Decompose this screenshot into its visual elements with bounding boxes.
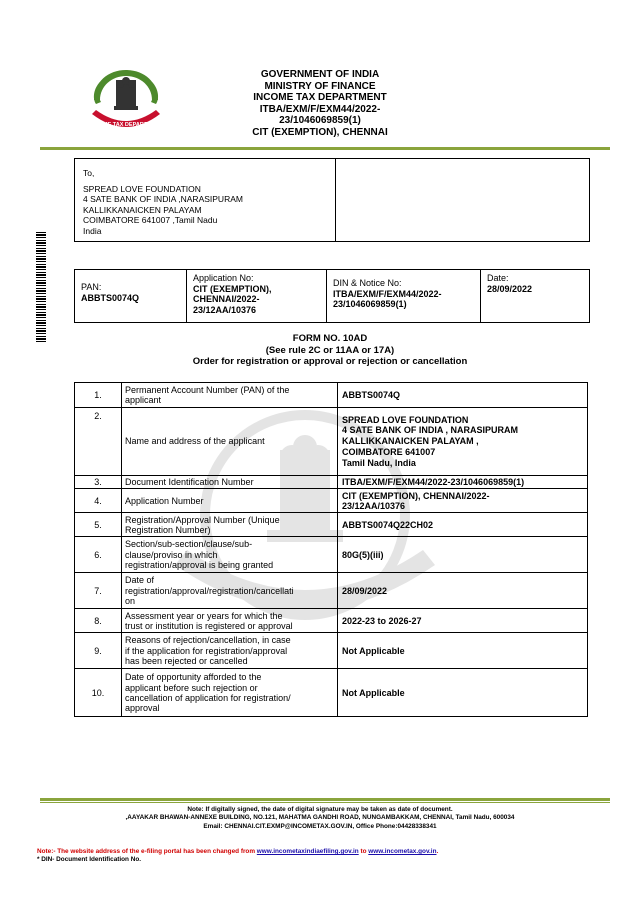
row-number: 3. <box>75 476 122 489</box>
application-label: Application No: <box>193 273 254 283</box>
income-tax-logo <box>86 66 166 144</box>
row-value: ABBTS0074Q22CH02 <box>338 513 588 537</box>
pan-value: ABBTS0074Q <box>81 292 140 303</box>
row-label: Document Identification Number <box>122 476 338 489</box>
website-note: Note:- The website address of the e-filing portal has been changed from www.incometaxindiaefiling.gov.in to www.incometax.gov.in. <box>37 848 439 855</box>
addressee-details <box>75 159 336 241</box>
header-line: INCOME TAX DEPARTMENT <box>253 92 387 104</box>
row-label: Registration/Approval Number (Unique Registration Number) <box>122 513 338 537</box>
document-header <box>200 69 440 139</box>
date-cell <box>481 270 589 322</box>
address-line: KALLIKKANAICKEN PALAYAM <box>83 204 202 215</box>
table-row <box>75 513 588 537</box>
date-label: Date: <box>487 273 509 283</box>
row-number: 7. <box>75 573 122 609</box>
row-number: 8. <box>75 609 122 633</box>
table-row <box>75 633 588 669</box>
footnote <box>37 848 617 865</box>
pan-label: PAN: <box>81 282 102 292</box>
row-number: 9. <box>75 633 122 669</box>
table-row <box>75 383 588 408</box>
din-label: DIN & Notice No: <box>333 278 402 288</box>
header-line: MINISTRY OF FINANCE <box>264 80 376 92</box>
footer-contact: Email: CHENNAI.CIT.EXMP@INCOMETAX.GOV.IN, Office Phone:04428338341 <box>203 822 437 830</box>
row-value: Not Applicable <box>338 669 588 717</box>
row-value: SPREAD LOVE FOUNDATION 4 SATE BANK OF INDIA , NARASIPURAM KALLIKKANAICKEN PALAYAM , COIMBATORE 641007 Tamil Nadu, India <box>338 408 588 476</box>
form-title-block <box>120 333 540 368</box>
table-row <box>75 537 588 573</box>
row-label: Section/sub-section/clause/sub- clause/proviso in which registration/approval is being granted <box>122 537 338 573</box>
table-row <box>75 609 588 633</box>
form-rule: (See rule 2C or 11AA or 17A) <box>265 344 395 356</box>
table-row <box>75 408 588 476</box>
din-value-line: ITBA/EXM/F/EXM44/2022- <box>333 288 442 299</box>
pan-cell <box>75 270 187 322</box>
row-label: Date of opportunity afforded to the applicant before such rejection or cancellation of application for registration/ approval <box>122 669 338 717</box>
header-divider <box>40 147 610 150</box>
row-number: 1. <box>75 383 122 408</box>
new-portal-link[interactable]: www.incometax.gov.in <box>368 848 437 855</box>
table-row <box>75 476 588 489</box>
address-line: SPREAD LOVE FOUNDATION <box>83 183 201 194</box>
footer-note: Note: If digitally signed, the date of digital signature may be taken as date of document. <box>187 806 453 813</box>
row-value: ABBTS0074Q <box>338 383 588 408</box>
address-line: COIMBATORE 641007 ,Tamil Nadu <box>83 215 218 226</box>
reference-box <box>74 269 590 323</box>
row-label: Date of registration/approval/registration/cancellati on <box>122 573 338 609</box>
row-label: Assessment year or years for which the trust or institution is registered or approval <box>122 609 338 633</box>
address-line: India <box>83 225 102 236</box>
row-label: Reasons of rejection/cancellation, in case if the application for registration/approval has been rejected or cancelled <box>122 633 338 669</box>
address-line: 4 SATE BANK OF INDIA ,NARASIPURAM <box>83 194 243 205</box>
din-cell <box>327 270 481 322</box>
row-label: Permanent Account Number (PAN) of the applicant <box>122 383 338 408</box>
application-value-line: CIT (EXEMPTION), <box>193 283 272 294</box>
header-line: CIT (EXEMPTION), CHENNAI <box>252 126 388 138</box>
footer-divider-thin <box>40 802 610 803</box>
date-value: 28/09/2022 <box>487 283 533 294</box>
header-line: ITBA/EXM/F/EXM44/2022- <box>259 103 381 115</box>
old-portal-link[interactable]: www.incometaxindiaefiling.gov.in <box>256 848 359 855</box>
application-value-line: CHENNAI/2022- <box>193 294 260 304</box>
row-value: 28/09/2022 <box>338 573 588 609</box>
row-value: ITBA/EXM/F/EXM44/2022-23/1046069859(1) <box>338 476 588 489</box>
row-value: 2022-23 to 2026-27 <box>338 609 588 633</box>
row-value: Not Applicable <box>338 633 588 669</box>
table-row <box>75 573 588 609</box>
row-value: 80G(5)(iii) <box>338 537 588 573</box>
footer <box>30 806 610 831</box>
logo-text: INCOME TAX DEPARTMENT <box>89 122 163 128</box>
row-number: 5. <box>75 513 122 537</box>
footer-divider <box>40 798 610 801</box>
table-row <box>75 669 588 717</box>
row-label: Application Number <box>122 489 338 513</box>
row-number: 10. <box>75 669 122 717</box>
din-value-line: 23/1046069859(1) <box>333 299 407 309</box>
order-details-table <box>74 382 588 717</box>
form-title: FORM NO. 10AD <box>292 333 368 344</box>
table-row <box>75 489 588 513</box>
header-line: 23/1046069859(1) <box>279 115 361 127</box>
to-label: To, <box>83 168 95 178</box>
header-line: GOVERNMENT OF INDIA <box>260 69 380 80</box>
form-subtitle: Order for registration or approval or rejection or cancellation <box>192 356 468 367</box>
row-number: 2. <box>75 408 122 476</box>
barcode <box>36 232 46 342</box>
din-note: * DIN- Document Identification No. <box>37 856 142 864</box>
application-cell <box>187 270 327 322</box>
row-number: 4. <box>75 489 122 513</box>
footer-address: ,AAYAKAR BHAWAN-ANNEXE BUILDING, NO.121, MAHATMA GANDHI ROAD, NUNGAMBAKKAM, CHENNAI, Tamil Nadu, 600034 <box>125 814 515 822</box>
row-label: Name and address of the applicant <box>122 408 338 476</box>
row-number: 6. <box>75 537 122 573</box>
addressee-blank-cell <box>336 159 589 241</box>
row-value: CIT (EXEMPTION), CHENNAI/2022- 23/12AA/10376 <box>338 489 588 513</box>
addressee-box <box>74 158 590 242</box>
application-value-line: 23/12AA/10376 <box>193 304 257 315</box>
